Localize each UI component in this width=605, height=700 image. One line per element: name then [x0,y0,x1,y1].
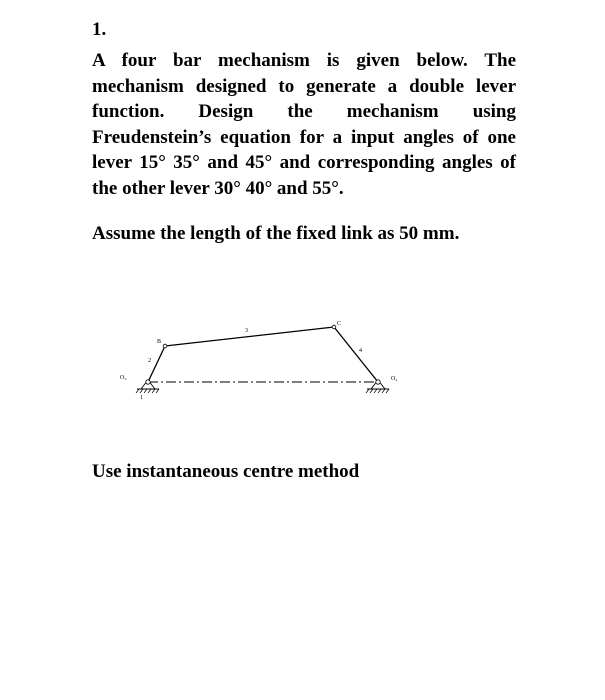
question-number: 1. [92,19,107,40]
label-link-4: 4 [359,348,362,354]
joint-b [163,344,167,348]
instruction-text: Use instantaneous centre method [92,461,360,482]
label-o2: O₂ [120,375,127,381]
label-link-1: 1 [140,395,143,401]
assumption-text: Assume the length of the fixed link as 50 mm. [92,223,460,244]
joint-c [332,325,336,329]
label-link-3: 3 [245,328,248,334]
label-o4: O₄ [391,376,398,382]
question-text: A four bar mechanism is given below. The mechanism designed to generate a double lever function. Design the mechanism using Freudenstein’s equation for a input angles of one lever 15° 35° and 45° and corresponding angles of the other lever 30° 40° and 55°. [92,50,516,199]
label-link-2: 2 [148,358,151,364]
link-2-line [148,346,165,382]
label-c: C [337,321,342,327]
label-b: B [157,339,162,345]
link-4-line [334,327,378,382]
four-bar-mechanism-diagram [110,312,410,407]
link-3-line [165,327,334,346]
